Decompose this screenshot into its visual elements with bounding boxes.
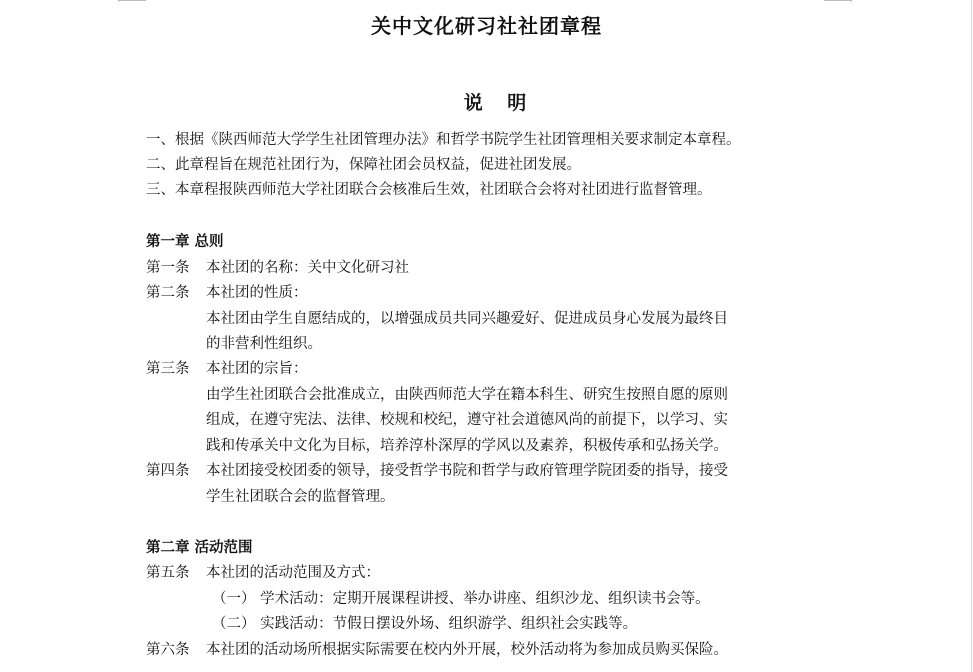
article-5-text: 本社团的活动范围及方式： [206,565,380,581]
chapter-2-heading: 第二章 活动范围 [146,540,253,556]
article-4-text: 本社团接受校团委的领导，接受哲学书院和哲学与政府管理学院团委的指导，接受 [206,463,728,479]
document-title: 关中文化研习社社团章程 [371,14,602,38]
intro-line-2: 二、此章程旨在规范社团行为，保障社团会员权益，促进社团发展。 [146,157,581,173]
article-3-body-1: 由学生社团联合会批准成立，由陕西师范大学在籍本科生、研究生按照自愿的原则 [206,387,728,403]
article-2-body-1: 本社团由学生自愿结成的，以增强成员共同兴趣爱好、促进成员身心发展为最终目 [206,311,728,327]
article-4-label: 第四条 [146,463,190,479]
article-1 [146,258,409,278]
article-1-label: 第一条 [146,260,190,276]
article-6-label: 第六条 [146,642,190,658]
article-1-text: 本社团的名称：关中文化研习社 [206,260,409,276]
article-3-text: 本社团的宗旨： [206,361,308,377]
crop-mark-top-left [118,0,146,1]
intro-line-3: 三、本章程报陕西师范大学社团联合会核准后生效，社团联合会将对社团进行监督管理。 [146,182,712,198]
crop-mark-top-left-vertical [118,0,119,2]
article-2-body-2: 的非营利性组织。 [206,336,322,352]
article-5-item-2: （二） 实践活动：节假日摆设外场、组织游学、组织社会实践等。 [212,616,638,632]
article-3-body-3: 践和传承关中文化为目标，培养淳朴深厚的学风以及素养，积极传承和弘扬关学。 [206,438,728,454]
crop-mark-top-right-vertical [851,0,852,2]
article-4 [146,461,728,481]
article-6-text: 本社团的活动场所根据实际需要在校内外开展，校外活动将为参加成员购买保险。 [206,642,728,658]
article-5 [146,563,380,583]
article-2 [146,283,308,303]
article-3-label: 第三条 [146,361,190,377]
crop-mark-top-right [824,0,852,1]
intro-line-1: 一、根据《陕西师范大学学生社团管理办法》和哲学书院学生社团管理相关要求制定本章程。 [146,132,741,148]
article-2-label: 第二条 [146,285,190,301]
article-2-text: 本社团的性质： [206,285,308,301]
chapter-1-heading: 第一章 总则 [146,234,224,250]
article-4-body-1: 学生社团联合会的监督管理。 [206,489,395,505]
article-6 [146,640,728,660]
article-5-item-1: （一） 学术活动：定期开展课程讲授、举办讲座、组织沙龙、组织读书会等。 [212,591,710,607]
article-3 [146,359,308,379]
article-5-label: 第五条 [146,565,190,581]
section-title-explanation: 说 明 [463,92,536,114]
article-3-body-2: 组成，在遵守宪法、法律、校规和校纪，遵守社会道德风尚的前提下，以学习、实 [206,412,728,428]
